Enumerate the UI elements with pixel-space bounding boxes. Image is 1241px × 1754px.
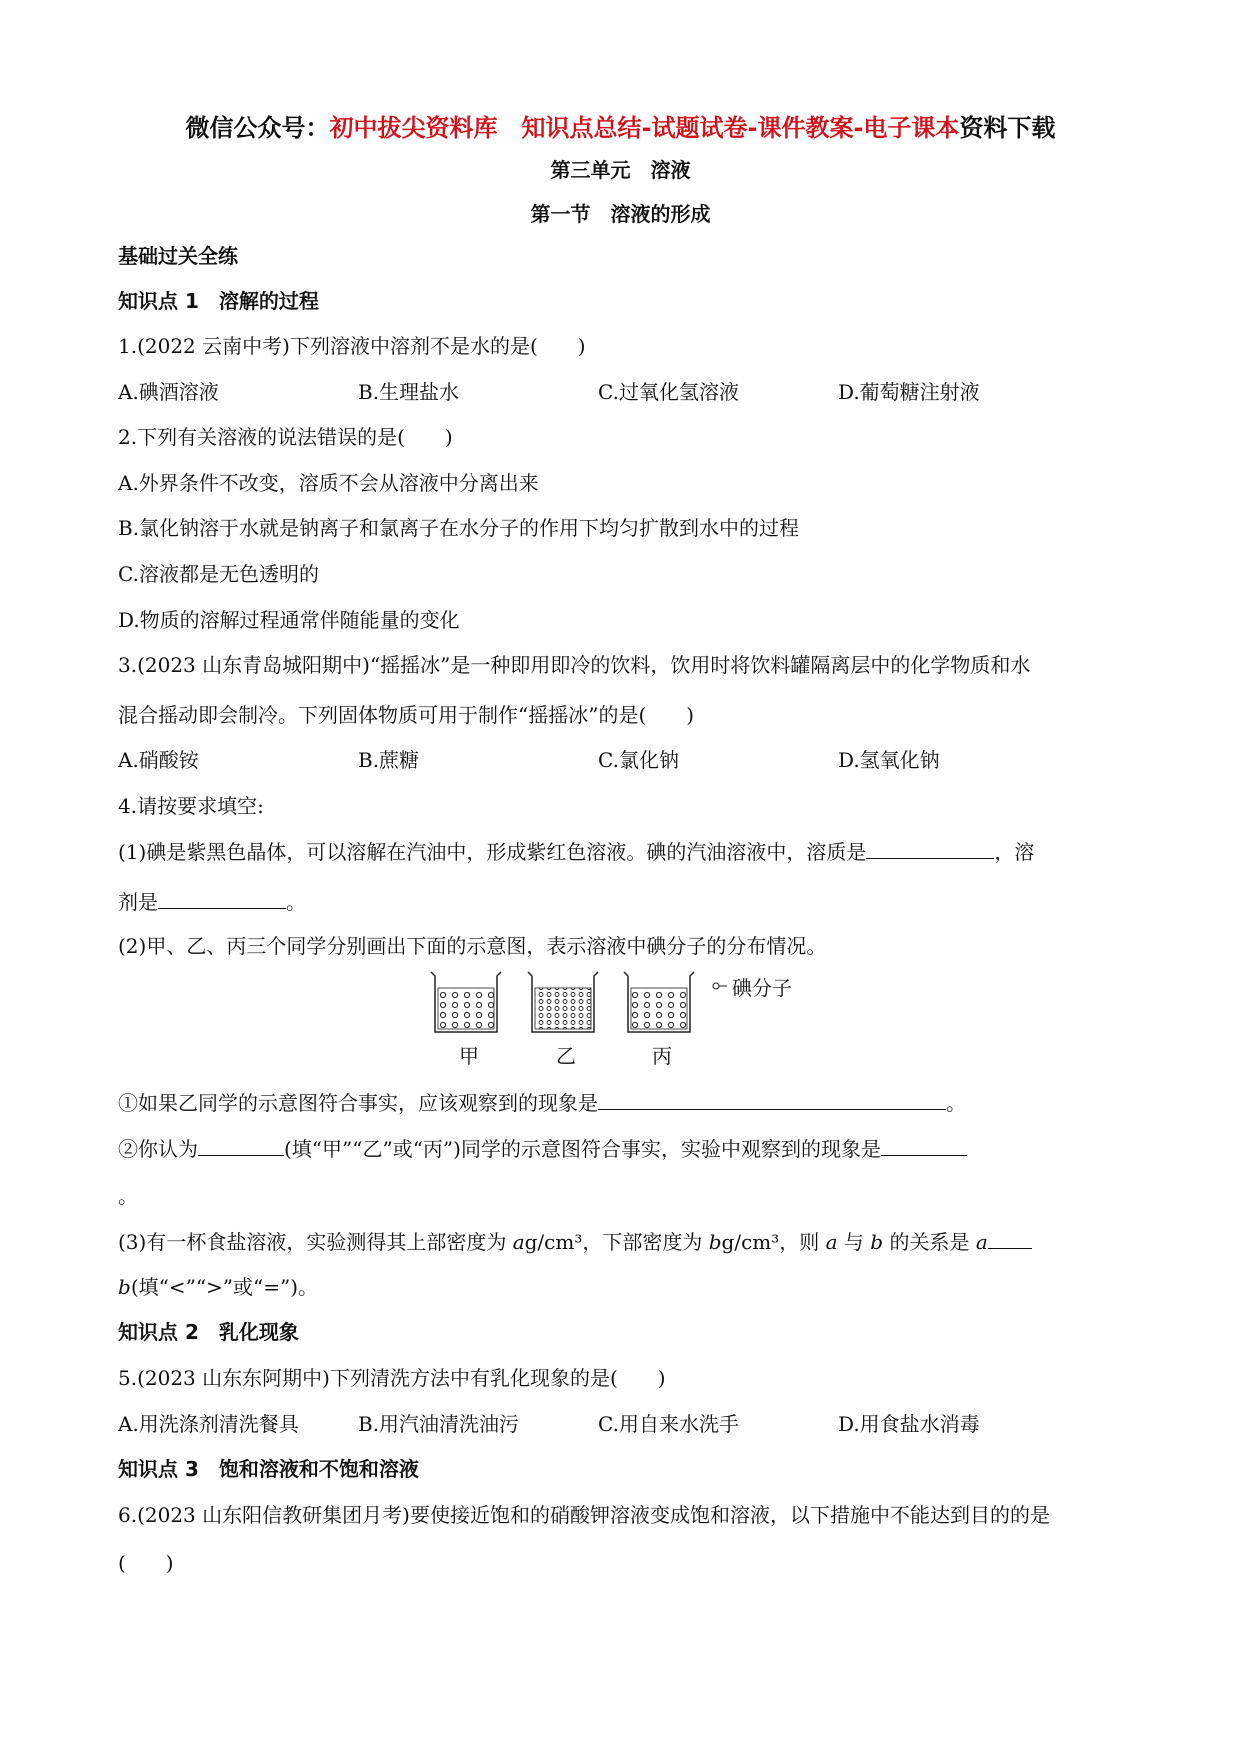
beaker-figure (425, 970, 825, 1075)
q4-p3-var-a: a (512, 1230, 525, 1254)
q3-option-c: C.氯化钠 (598, 748, 679, 772)
question-4-stem: 4.请按要求填空: (118, 794, 264, 818)
q4-sub2-text-c: 。 (118, 1184, 138, 1208)
q4-p3-text-d: 与 (837, 1230, 871, 1254)
q4-part3-line2 (118, 1274, 318, 1300)
unit-title: 第三单元 溶液 (550, 158, 691, 182)
q4-choice-blank[interactable] (198, 1135, 284, 1156)
q4-sub2-text-a: ②你认为 (118, 1137, 198, 1161)
header-red-text: 初中拔尖资料库 知识点总结-试题试卷-课件教案-电子课本 (329, 114, 960, 142)
q4-part1-line2 (118, 888, 306, 915)
q5-option-b: B.用汽油清洗油污 (358, 1412, 520, 1436)
q4-part2-sub1 (118, 1089, 966, 1116)
q4-part1-text-b: ，溶 (994, 840, 1035, 864)
q4-observation-blank[interactable] (881, 1135, 967, 1156)
q3-option-b: B.蔗糖 (358, 748, 420, 772)
q5-option-a: A.用洗涤剂清洗餐具 (118, 1412, 299, 1436)
q2-option-c: C.溶液都是无色透明的 (118, 562, 319, 586)
q4-p3-unit2: g/cm³ (721, 1230, 780, 1254)
question-2-stem: 2.下列有关溶液的说法错误的是( ) (118, 425, 453, 449)
q2-option-a: A.外界条件不改变，溶质不会从溶液中分离出来 (118, 471, 539, 495)
q1-option-b: B.生理盐水 (358, 380, 460, 404)
q4-part2-sub2 (118, 1135, 967, 1162)
q4-p3-var-b: b (708, 1230, 722, 1254)
question-3-stem-line2: 混合摇动即会制冷。下列固体物质可用于制作“摇摇冰”的是( ) (118, 703, 695, 727)
q3-option-a: A.硝酸铵 (118, 748, 199, 772)
q4-sub2-text-b: (填“甲”“乙”或“丙”)同学的示意图符合事实，实验中观察到的现象是 (284, 1137, 881, 1161)
q4-p3-text-a: (3)有一杯食盐溶液，实验测得其上部密度为 (118, 1230, 513, 1254)
q4-part2-text: (2)甲、乙、丙三个同学分别画出下面的示意图，表示溶液中碘分子的分布情况。 (118, 934, 827, 958)
q4-solvent-blank[interactable] (158, 888, 286, 909)
section-title: 第一节 溶液的形成 (530, 202, 711, 226)
q4-p3-var-b3: b (118, 1275, 131, 1299)
q4-sub1-text-b: 。 (946, 1091, 966, 1115)
q2-option-d: D.物质的溶解过程通常伴随能量的变化 (118, 608, 460, 632)
q4-p3-unit1: g/cm³ (524, 1230, 583, 1254)
q5-option-d: D.用食盐水消毒 (838, 1412, 980, 1436)
label-yi: 乙 (556, 1044, 576, 1068)
q4-part1-line1 (118, 838, 1034, 865)
q5-option-c: C.用自来水洗手 (598, 1412, 739, 1436)
q1-option-c: C.过氧化氢溶液 (598, 380, 739, 404)
q4-p3-var-a2: a (825, 1230, 838, 1254)
question-6-stem: 6.(2023 山东阳信教研集团月考)要使接近饱和的硝酸钾溶液变成饱和溶液，以下措施中不能达到目的的是 (118, 1503, 1050, 1527)
beaker-jia (431, 972, 501, 1032)
q4-p3-var-b2: b (870, 1230, 884, 1254)
iodine-molecule-legend-icon (713, 983, 727, 989)
q4-part3-line1 (118, 1228, 1032, 1255)
question-6-paren: ( ) (118, 1551, 174, 1575)
q4-p3-text-b: ，下部密度为 (582, 1230, 709, 1254)
q1-option-d: D.葡萄糖注射液 (838, 380, 980, 404)
q4-p3-text-c: ，则 (779, 1230, 826, 1254)
q4-solute-blank[interactable] (866, 838, 994, 859)
header-suffix: 资料下载 (959, 114, 1056, 142)
q4-relation-blank[interactable] (988, 1228, 1032, 1249)
question-1-stem: 1.(2022 云南中考)下列溶液中溶剂不是水的是( ) (118, 334, 586, 358)
legend-iodine-molecule: 碘分子 (732, 976, 792, 1000)
q1-option-a: A.碘酒溶液 (118, 380, 219, 404)
knowledge-point-3-title: 知识点 3 饱和溶液和不饱和溶液 (118, 1457, 419, 1481)
page-header (0, 108, 1241, 143)
question-5-stem: 5.(2023 山东东阿期中)下列清洗方法中有乳化现象的是( ) (118, 1366, 666, 1390)
q4-p3-text-e: 的关系是 (883, 1230, 976, 1254)
q4-part1-text-a: (1)碘是紫黑色晶体，可以溶解在汽油中，形成紫红色溶液。碘的汽油溶液中，溶质是 (118, 840, 867, 864)
q3-option-d: D.氢氧化钠 (838, 748, 940, 772)
q2-option-b: B.氯化钠溶于水就是钠离子和氯离子在水分子的作用下均匀扩散到水中的过程 (118, 516, 800, 540)
q4-sub1-text-a: ①如果乙同学的示意图符合事实，应该观察到的现象是 (118, 1091, 598, 1115)
question-3-stem-line1: 3.(2023 山东青岛城阳期中)“摇摇冰”是一种即用即冷的饮料，饮用时将饮料罐隔离层中的化学物质和水 (118, 653, 1031, 677)
beaker-bing (624, 972, 694, 1032)
q4-phenomenon-blank[interactable] (598, 1089, 946, 1110)
practice-title: 基础过关全练 (118, 244, 238, 268)
q4-p3-var-a3: a (975, 1230, 988, 1254)
knowledge-point-2-title: 知识点 2 乳化现象 (118, 1320, 299, 1344)
beaker-yi (528, 972, 598, 1032)
header-prefix: 微信公众号： (185, 114, 330, 142)
label-jia: 甲 (459, 1044, 479, 1068)
label-bing: 丙 (652, 1044, 672, 1068)
knowledge-point-1-title: 知识点 1 溶解的过程 (118, 289, 319, 313)
q4-p3-text-f: (填“<”“>”或“=”)。 (130, 1275, 319, 1299)
q4-part1-text-c: 剂是 (118, 890, 158, 914)
q4-part1-text-d: 。 (286, 890, 306, 914)
